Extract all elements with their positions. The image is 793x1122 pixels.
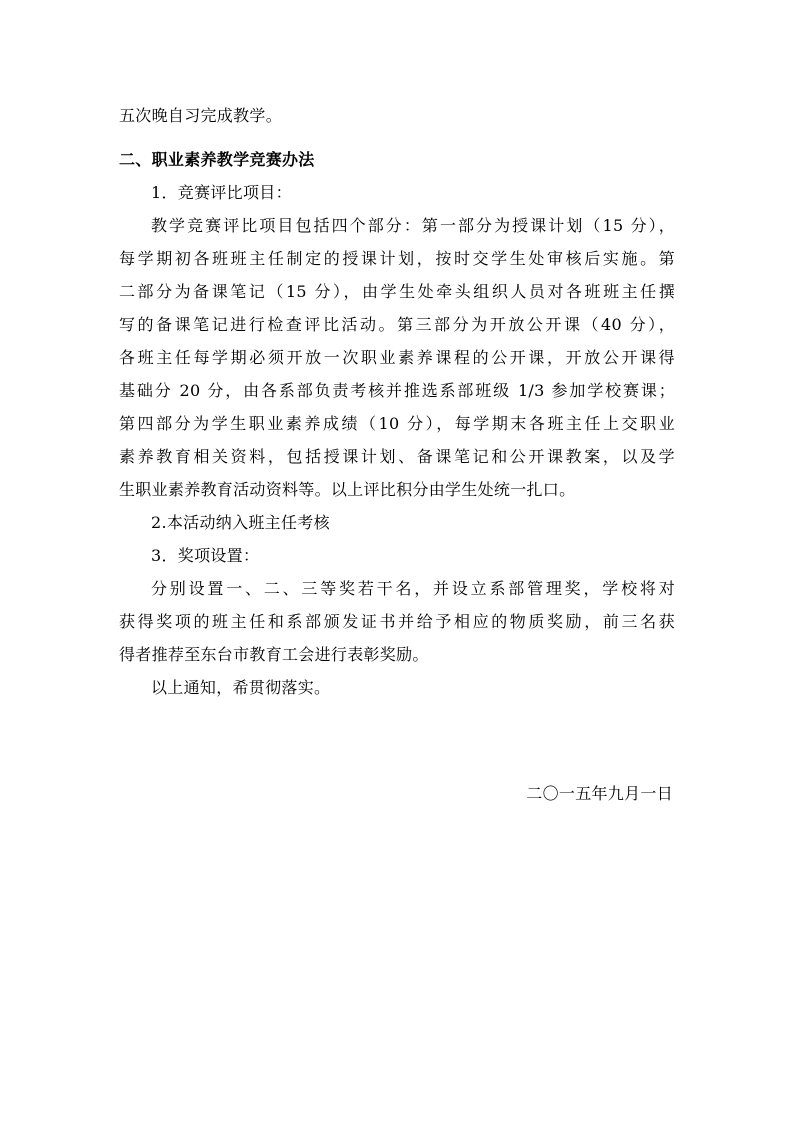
- item3-paragraph-line: 分别设置一、二、三等奖若干名，并设立系部管理奖，学校将对: [151, 579, 675, 598]
- item1-paragraph-line: 写的备课笔记进行检查评比活动。第三部分为开放公开课（40 分），: [119, 315, 675, 334]
- section-heading: 二、职业素养教学竞赛办法: [119, 150, 315, 169]
- closing-line: 以上通知，希贯彻落实。: [151, 678, 331, 697]
- item1-paragraph-line: 生职业素养教育活动资料等。以上评比积分由学生处统一扎口。: [119, 480, 576, 499]
- item1-paragraph-line: 第四部分为学生职业素养成绩（10 分），每学期末各班主任上交职业: [119, 414, 675, 433]
- item1-title: 1．竞赛评比项目：: [151, 183, 292, 202]
- item1-paragraph-line: 素养教育相关资料，包括授课计划、备课笔记和公开课教案，以及学: [119, 447, 675, 466]
- item3-paragraph-line: 获得奖项的班主任和系部颁发证书并给予相应的物质奖励，前三名获: [119, 612, 675, 631]
- document-date: 二〇一五年九月一日: [526, 784, 673, 803]
- item3-paragraph-line: 得者推荐至东台市教育工会进行表彰奖励。: [119, 645, 429, 664]
- item3-title: 3．奖项设置：: [151, 546, 260, 565]
- item1-paragraph-line: 二部分为备课笔记（15 分），由学生处牵头组织人员对各班班主任撰: [119, 282, 675, 301]
- item1-paragraph-line: 教学竞赛评比项目包括四个部分：第一部分为授课计划（15 分），: [151, 216, 675, 235]
- continuation-line: 五次晚自习完成教学。: [119, 106, 283, 125]
- item2-title: 2.本活动纳入班主任考核: [151, 513, 330, 532]
- item1-paragraph-line: 每学期初各班班主任制定的授课计划，按时交学生处审核后实施。第: [119, 249, 675, 268]
- item1-paragraph-line: 基础分 20 分，由各系部负责考核并推选系部班级 1/3 参加学校赛课；: [119, 381, 675, 400]
- item1-paragraph-line: 各班主任每学期必须开放一次职业素养课程的公开课，开放公开课得: [119, 348, 675, 367]
